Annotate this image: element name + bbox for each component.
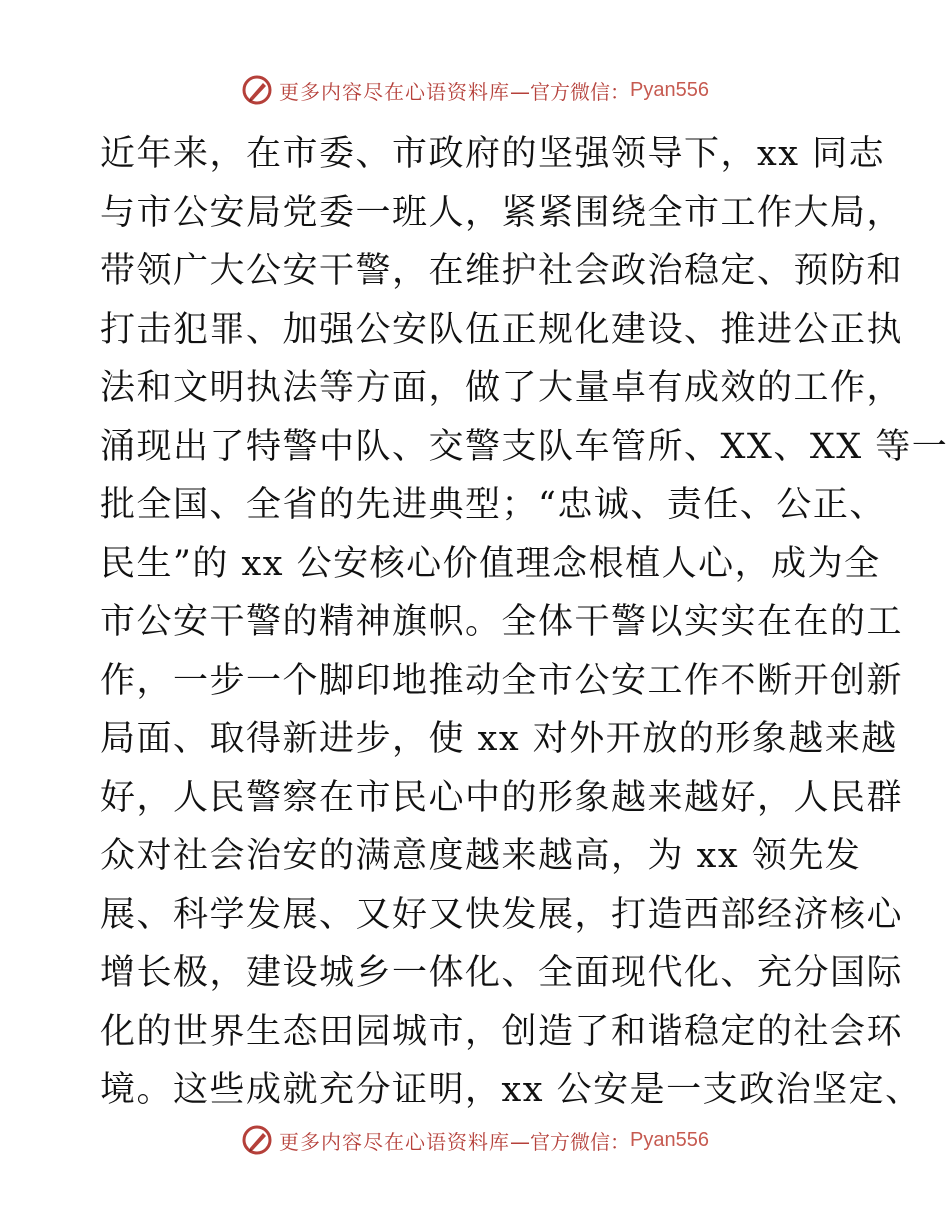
paragraph-line: 带领广大公安干警，在维护社会政治稳定、预防和	[100, 251, 904, 291]
document-body	[100, 125, 949, 1120]
footer-wechat-label: —官方微信：	[510, 1129, 631, 1154]
paragraph-line: 增长极，建设城乡一体化、全面现代化、充分国际	[100, 953, 904, 993]
paragraph-line: 近年来，在市委、市政府的坚强领导下，xx 同志	[100, 134, 886, 174]
footer-wechat-id: Pyan556	[630, 1128, 709, 1151]
footer-banner	[0, 1120, 950, 1160]
paragraph-line: 涌现出了特警中队、交警支队车管所、XX、XX 等一	[100, 426, 949, 467]
paragraph-line: 众对社会治安的满意度越来越高，为 xx 领先发	[100, 836, 862, 876]
paragraph-line: 民生”的 xx 公安核心价值理念根植人心，成为全	[100, 543, 881, 584]
paragraph-line: 化的世界生态田园城市，创造了和谐稳定的社会环	[100, 1011, 904, 1052]
paragraph-line: 批全国、全省的先进典型；“忠诚、责任、公正、	[100, 485, 886, 525]
paragraph-line: 法和文明执法等方面，做了大量卓有成效的工作，	[100, 368, 904, 408]
header-site-name: 更多内容尽在心语资料库	[279, 79, 511, 104]
paragraph-line: 与市公安局党委一班人，紧紧围绕全市工作大局，	[100, 192, 904, 233]
paragraph-line: 打击犯罪、加强公安队伍正规化建设、推进公正执	[100, 309, 904, 350]
paragraph-line: 局面、取得新进步，使 xx 对外开放的形象越来越	[100, 719, 898, 759]
paragraph-line: 好，人民警察在市民心中的形象越来越好，人民群	[100, 777, 904, 818]
pen-circle-logo-icon	[241, 74, 273, 106]
header-banner	[0, 70, 950, 110]
header-wechat-id: Pyan556	[630, 78, 709, 101]
footer-site-name: 更多内容尽在心语资料库	[279, 1129, 511, 1154]
paragraph-line: 展、科学发展、又好又快发展，打造西部经济核心	[100, 894, 904, 935]
pen-circle-logo-icon	[241, 1124, 273, 1156]
paragraph-line: 市公安干警的精神旗帜。全体干警以实实在在的工	[100, 602, 904, 642]
paragraph-line: 作，一步一个脚印地推动全市公安工作不断开创新	[100, 660, 904, 701]
paragraph-line: 境。这些成就充分证明，xx 公安是一支政治坚定、	[100, 1070, 922, 1110]
header-wechat-label: —官方微信：	[510, 79, 631, 104]
